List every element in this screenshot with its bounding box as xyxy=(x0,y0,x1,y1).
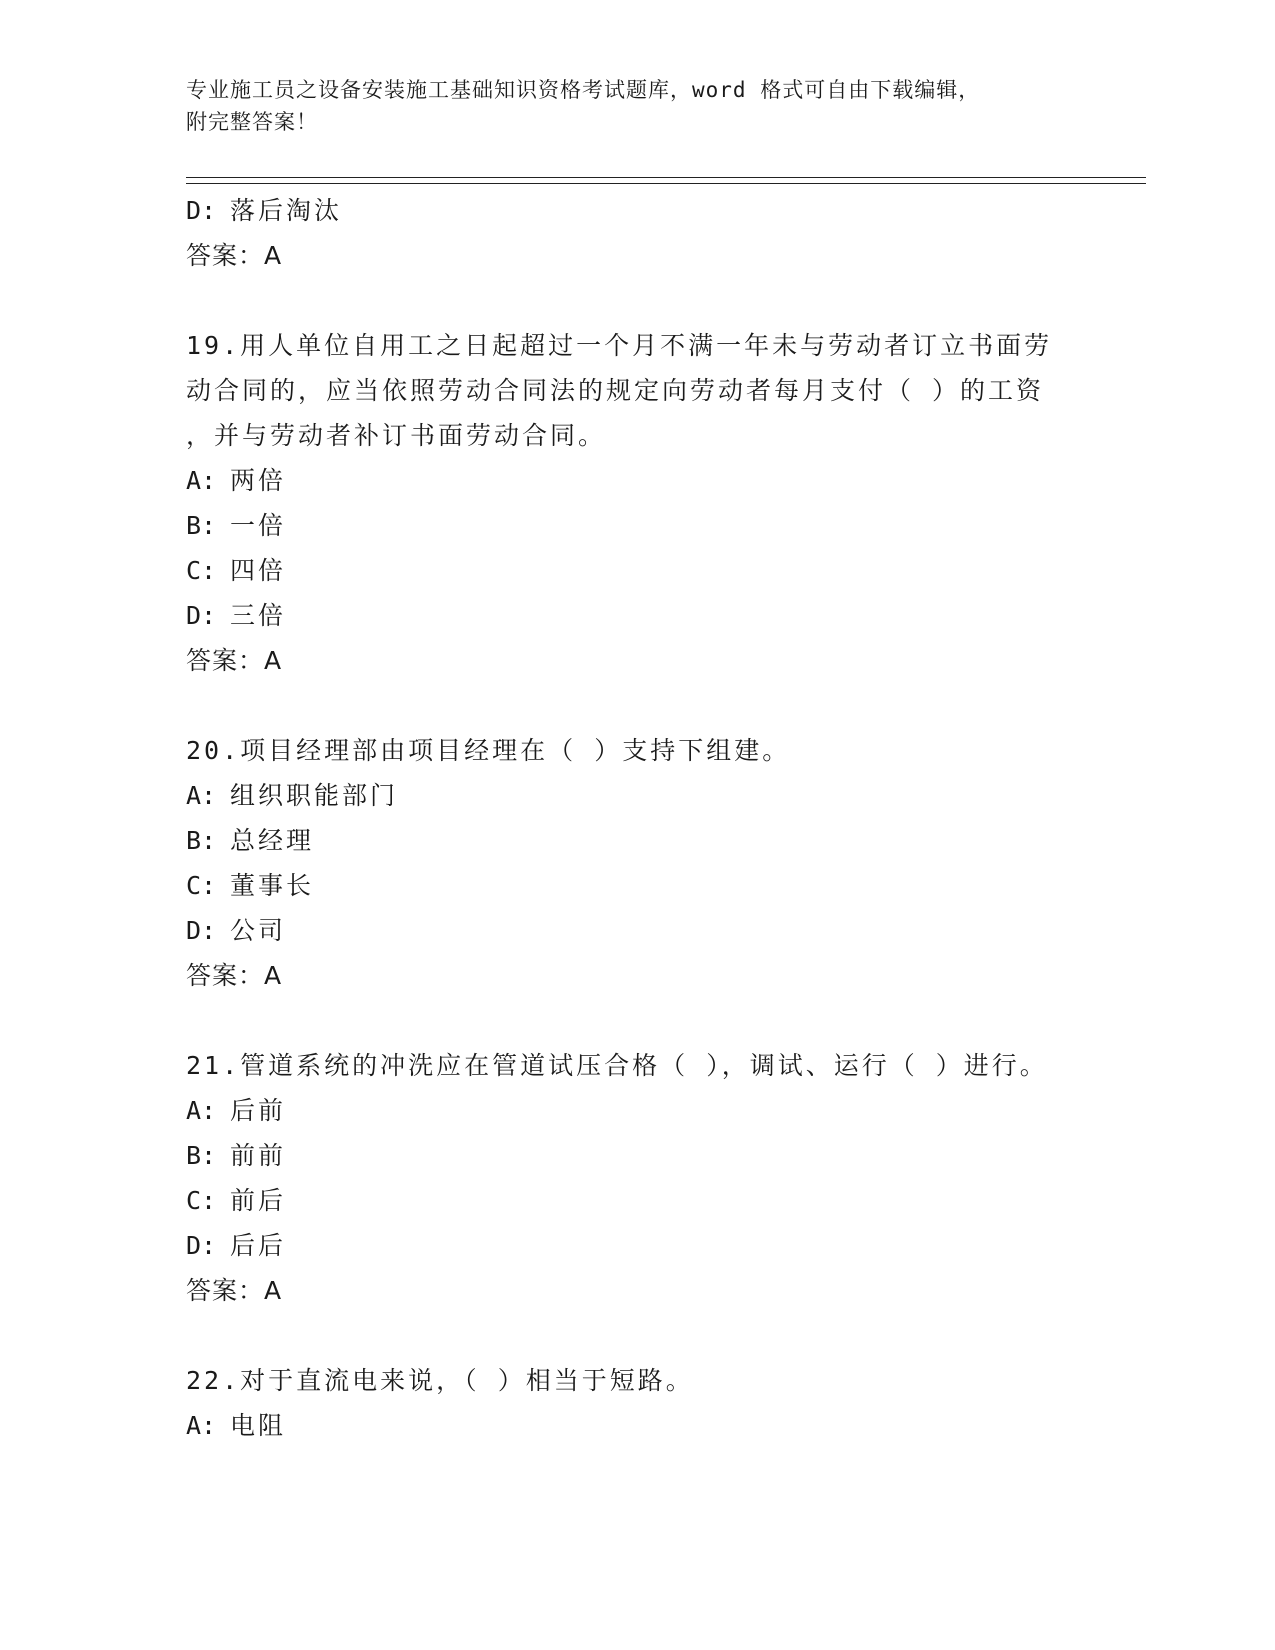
option-item xyxy=(186,1403,1076,1448)
option-text: 两倍 xyxy=(230,466,287,495)
question-list xyxy=(186,323,1076,1448)
option-label: A: xyxy=(186,1096,217,1125)
answer-line: 答案：A xyxy=(186,646,283,675)
option-item xyxy=(186,818,1076,863)
question-text-line: 21.管道系统的冲洗应在管道试压合格（ ），调试、运行（ ）进行。 xyxy=(186,1051,1048,1080)
option-label: A: xyxy=(186,1411,217,1440)
carryover-answer: 答案：A xyxy=(186,241,283,270)
option-text: 落后淘汰 xyxy=(230,196,343,225)
option-label: B: xyxy=(186,826,217,855)
option-item xyxy=(186,1223,1076,1268)
question-text-line: 19.用人单位自用工之日起超过一个月不满一年未与劳动者订立书面劳 xyxy=(186,331,1053,360)
option-item xyxy=(186,863,1076,908)
option-item xyxy=(186,1178,1076,1223)
option-item xyxy=(186,593,1076,638)
option-text: 前前 xyxy=(230,1141,287,1170)
question-text-line: 20.项目经理部由项目经理在（ ）支持下组建。 xyxy=(186,736,791,765)
question-block xyxy=(186,323,1076,683)
answer-line: 答案：A xyxy=(186,961,283,990)
option-label: D: xyxy=(186,916,217,945)
option-label: B: xyxy=(186,1141,217,1170)
header-line-1: 专业施工员之设备安装施工基础知识资格考试题库，word 格式可自由下载编辑， xyxy=(186,78,981,102)
question-text-line: ，并与劳动者补订书面劳动合同。 xyxy=(186,421,607,450)
header-divider xyxy=(186,177,1146,184)
carryover-option-d xyxy=(186,188,1076,233)
question-block xyxy=(186,1358,1076,1448)
option-text: 公司 xyxy=(230,916,287,945)
option-item xyxy=(186,1088,1076,1133)
question-block xyxy=(186,1043,1076,1313)
option-text: 组织职能部门 xyxy=(230,781,399,810)
header-line-2: 附完整答案！ xyxy=(186,110,318,134)
option-item xyxy=(186,503,1076,548)
option-text: 电阻 xyxy=(230,1411,287,1440)
page-header xyxy=(186,74,1066,138)
option-item xyxy=(186,548,1076,593)
option-text: 三倍 xyxy=(230,601,287,630)
option-label: D: xyxy=(186,601,217,630)
option-label: B: xyxy=(186,511,217,540)
option-text: 后前 xyxy=(230,1096,287,1125)
answer-line: 答案：A xyxy=(186,1276,283,1305)
option-text: 一倍 xyxy=(230,511,287,540)
option-text: 总经理 xyxy=(230,826,315,855)
option-text: 四倍 xyxy=(230,556,287,585)
question-block xyxy=(186,728,1076,998)
option-label: C: xyxy=(186,871,217,900)
question-text-line: 22.对于直流电来说，（ ）相当于短路。 xyxy=(186,1366,694,1395)
option-label: D: xyxy=(186,1231,217,1260)
option-item xyxy=(186,773,1076,818)
option-label: C: xyxy=(186,1186,217,1215)
option-label: C: xyxy=(186,556,217,585)
option-label: D: xyxy=(186,196,217,225)
option-item xyxy=(186,908,1076,953)
option-item xyxy=(186,458,1076,503)
option-text: 董事长 xyxy=(230,871,315,900)
question-text-line: 动合同的，应当依照劳动合同法的规定向劳动者每月支付（ ）的工资 xyxy=(186,376,1045,405)
option-label: A: xyxy=(186,466,217,495)
option-label: A: xyxy=(186,781,217,810)
option-text: 前后 xyxy=(230,1186,287,1215)
option-item xyxy=(186,1133,1076,1178)
document-body xyxy=(186,188,1076,1448)
option-text: 后后 xyxy=(230,1231,287,1260)
